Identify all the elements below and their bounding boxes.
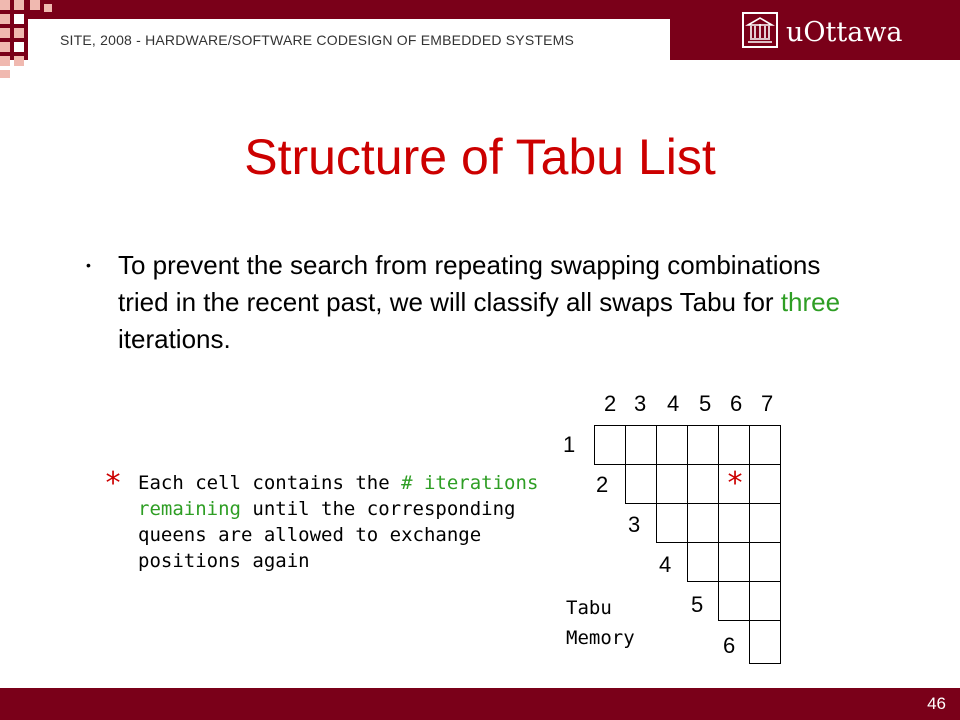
building-icon	[742, 12, 778, 53]
note-highlight: # iterations remaining	[138, 472, 539, 520]
grid-row-label: 3	[628, 512, 641, 537]
decor-square	[0, 70, 10, 78]
grid-cell	[718, 503, 750, 543]
grid-col-label: 4	[667, 391, 680, 416]
decor-square	[0, 56, 10, 66]
grid-row-label: 5	[691, 592, 704, 617]
bullet-text-part: To prevent the search from repeating swapping combinations tried in the recent past, we will classify all swaps Tabu for	[118, 250, 821, 317]
grid-cell	[687, 425, 719, 465]
decor-square	[0, 42, 10, 52]
grid-row-label: 4	[659, 552, 672, 577]
grid-cell	[656, 425, 688, 465]
grid-cell	[625, 464, 657, 504]
grid-cell	[625, 425, 657, 465]
grid-cell	[718, 581, 750, 621]
grid-cell	[749, 464, 781, 504]
university-logo	[742, 12, 903, 52]
decor-square	[44, 4, 52, 12]
logo-text: uOttawa	[786, 16, 903, 48]
bullet-highlight: three	[780, 287, 841, 317]
grid-cell	[687, 503, 719, 543]
grid-cell	[718, 425, 750, 465]
grid-col-label: 2	[604, 391, 617, 416]
grid-cell	[687, 542, 719, 582]
decor-square	[14, 14, 24, 24]
grid-cell	[749, 542, 781, 582]
grid-row-label: 1	[563, 432, 576, 457]
grid-cell	[656, 503, 688, 543]
grid-col-label: 7	[761, 391, 774, 416]
note-text-part: until the corresponding queens are allowed to exchange positions again	[138, 498, 516, 572]
grid-cell	[656, 464, 688, 504]
tabu-label-line: Tabu	[566, 597, 612, 619]
grid-col-label: 6	[730, 391, 743, 416]
page-number: 46	[927, 694, 946, 713]
course-header: SITE, 2008 - HARDWARE/SOFTWARE CODESIGN OF EMBEDDED SYSTEMS	[60, 32, 575, 48]
note-text	[138, 470, 568, 574]
tabu-memory-label	[566, 593, 635, 653]
decor-square	[14, 0, 24, 10]
tabu-label-line: Memory	[566, 627, 635, 649]
grid-cell	[687, 464, 719, 504]
star-bullet-icon: *	[104, 466, 123, 501]
grid-cell	[749, 620, 781, 664]
bullet-text	[118, 247, 878, 358]
slide-title: Structure of Tabu List	[244, 129, 716, 185]
grid-col-label: 3	[634, 391, 647, 416]
bullet-text-part: iterations.	[118, 324, 231, 354]
note-text-part: Each cell contains the	[138, 472, 402, 494]
grid-marked-star-icon: *	[726, 466, 745, 501]
grid-cell	[749, 581, 781, 621]
decor-square	[14, 56, 24, 66]
grid-cell	[749, 425, 781, 465]
decor-square	[0, 0, 10, 10]
grid-cell	[718, 542, 750, 582]
decor-square	[14, 42, 24, 52]
decor-square	[14, 28, 24, 38]
footer-band	[0, 688, 960, 720]
grid-cell	[749, 503, 781, 543]
bullet-dot-icon: •	[86, 257, 91, 273]
decor-square	[30, 0, 40, 10]
decor-square	[0, 28, 10, 38]
grid-row-label: 2	[596, 472, 609, 497]
grid-row-label: 6	[723, 633, 736, 658]
grid-cell	[594, 425, 626, 465]
grid-col-label: 5	[699, 391, 712, 416]
decor-square	[0, 14, 10, 24]
